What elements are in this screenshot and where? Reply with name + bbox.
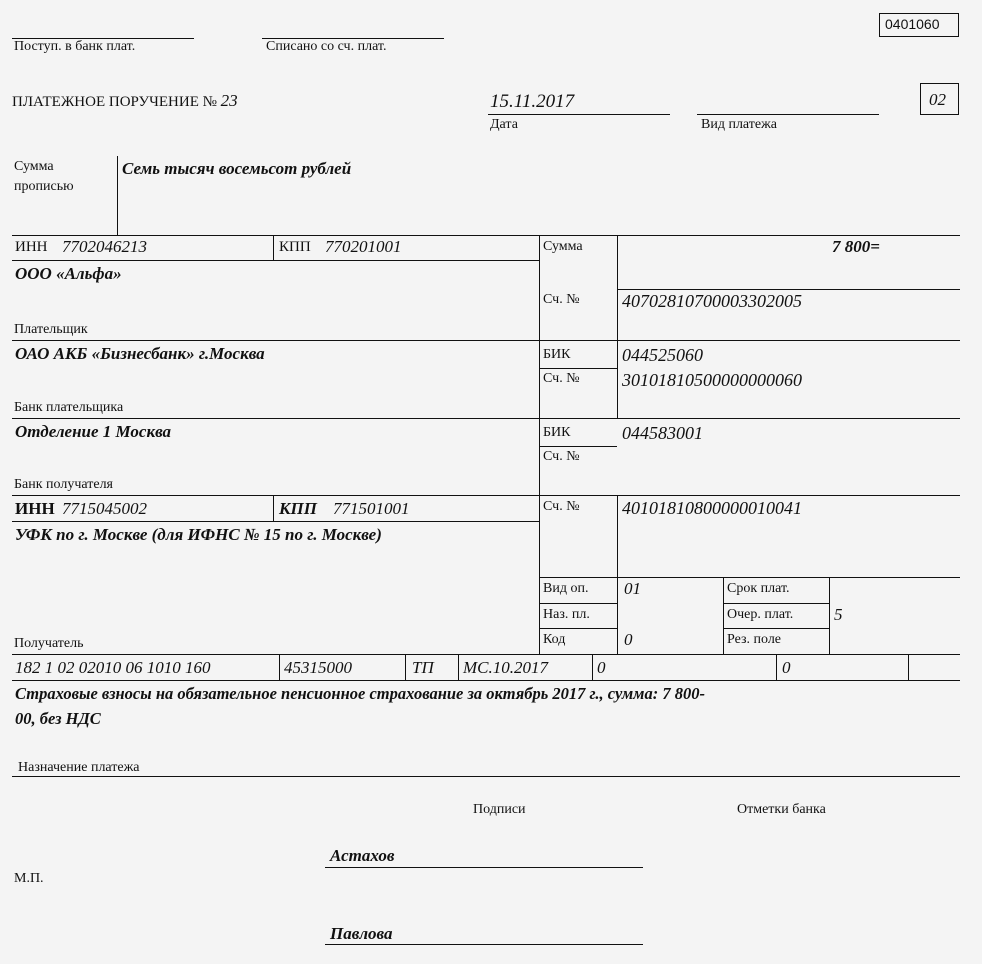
payer-bank-name: ОАО АКБ «Бизнесбанк» г.Москва xyxy=(15,344,265,363)
line-payer-bank-bottom xyxy=(12,418,960,419)
vline-tax-5 xyxy=(776,654,777,680)
naz-pl-label: Наз. пл. xyxy=(543,607,590,622)
vid-op-value: 01 xyxy=(624,579,641,598)
recipient-bank-label: Банк получателя xyxy=(14,477,113,492)
amount-words-label-1: Сумма xyxy=(14,159,54,174)
line-bik1 xyxy=(539,368,617,369)
title-text: ПЛАТЕЖНОЕ ПОРУЧЕНИЕ № xyxy=(12,94,217,110)
recipient-kpp-label: КПП xyxy=(279,499,317,518)
payer-kpp-label: КПП xyxy=(279,239,311,255)
date-line xyxy=(488,114,670,115)
recipient-bank-name: Отделение 1 Москва xyxy=(15,422,172,441)
vline-value-column xyxy=(617,235,618,418)
line-tax-row-top xyxy=(12,654,960,655)
vline-kpp1 xyxy=(273,235,274,260)
vline-tax-6 xyxy=(908,654,909,680)
kod-label: Код xyxy=(543,632,566,647)
spisano-label: Списано со сч. плат. xyxy=(266,39,387,54)
recipient-inn: 7715045002 xyxy=(62,499,147,518)
purpose-line-2: 00, без НДС xyxy=(15,709,101,728)
signer-1: Астахов xyxy=(330,846,395,865)
order-number: 23 xyxy=(220,91,238,110)
payer-account-label: Сч. № xyxy=(543,292,580,307)
recipient-name: УФК по г. Москве (для ИФНС № 15 по г. Москве) xyxy=(15,525,382,544)
payer-account: 40702810700003302005 xyxy=(622,291,802,311)
line-recipient-inn xyxy=(12,521,539,522)
mp-label: М.П. xyxy=(14,871,44,886)
payer-inn: 7702046213 xyxy=(62,237,147,256)
signature-line-2 xyxy=(325,944,643,945)
line-payer-bottom xyxy=(12,340,960,341)
vline-tax-2 xyxy=(405,654,406,680)
ocher-value: 5 xyxy=(834,605,843,624)
amount-words-value: Семь тысяч восемьсот рублей xyxy=(122,159,352,178)
payer-bank-account: 30101810500000000060 xyxy=(622,370,802,390)
payer-label: Плательщик xyxy=(14,322,88,337)
bank-marks-label: Отметки банка xyxy=(737,802,826,817)
vline-srok-left xyxy=(723,577,724,654)
purpose-label: Назначение платежа xyxy=(18,760,140,775)
vline-value-column-2 xyxy=(617,495,618,654)
recipient-bik: 044583001 xyxy=(622,423,703,443)
payer-name: ООО «Альфа» xyxy=(15,264,122,283)
vline-tax-4 xyxy=(592,654,593,680)
vline-srok-right xyxy=(829,577,830,654)
payer-bank-account-label: Сч. № xyxy=(543,371,580,386)
payment-type-label: Вид платежа xyxy=(701,117,778,132)
payer-bank-label: Банк плательщика xyxy=(14,400,124,415)
sum-value: 7 800= xyxy=(832,237,880,256)
line-purpose-bottom xyxy=(12,776,960,777)
purpose-line-1: Страховые взносы на обязательное пенсионное страхование за октябрь 2017 г., сумма: 7 800- xyxy=(15,684,705,703)
form-code: 0401060 xyxy=(885,16,940,32)
signature-line-1 xyxy=(325,867,643,868)
line-top-grid xyxy=(12,235,960,236)
line-tax-row-bottom xyxy=(12,680,960,681)
recipient-label: Получатель xyxy=(14,636,84,651)
postup-line xyxy=(12,38,194,39)
signatures-label: Подписи xyxy=(473,802,526,817)
recipient-account-label: Сч. № xyxy=(543,499,580,514)
payer-bik-label: БИК xyxy=(543,347,571,362)
line-vid-op xyxy=(539,577,960,578)
vline-tax-3 xyxy=(458,654,459,680)
recipient-inn-label: ИНН xyxy=(15,499,55,518)
vline-left-column xyxy=(539,235,540,654)
ocher-label: Очер. плат. xyxy=(727,607,794,622)
oktmo-value: 45315000 xyxy=(284,658,352,677)
vline-tax-1 xyxy=(279,654,280,680)
doc-date-value: 0 xyxy=(782,658,791,677)
payer-kpp: 770201001 xyxy=(325,237,402,256)
line-ocher xyxy=(723,603,829,604)
postup-label: Поступ. в банк плат. xyxy=(14,39,136,54)
line-sum-bottom xyxy=(617,289,960,290)
rez-label: Рез. поле xyxy=(727,632,782,647)
doc-num-value: 0 xyxy=(597,658,606,677)
kbk-value: 182 1 02 02010 06 1010 160 xyxy=(15,658,211,677)
recipient-account: 40101810800000010041 xyxy=(622,498,802,518)
date-label: Дата xyxy=(490,117,518,132)
document-date: 15.11.2017 xyxy=(490,91,575,112)
line-rez xyxy=(723,628,829,629)
recipient-bank-account-label: Сч. № xyxy=(543,449,580,464)
spisano-line xyxy=(262,38,444,39)
amount-words-divider xyxy=(117,156,118,235)
vline-kpp2 xyxy=(273,495,274,521)
payer-bik: 044525060 xyxy=(622,345,703,365)
line-recipient-bank-bottom xyxy=(12,495,960,496)
sum-label: Сумма xyxy=(543,239,583,254)
payment-type-line xyxy=(697,114,879,115)
document-title xyxy=(12,92,238,110)
srok-label: Срок плат. xyxy=(727,581,790,596)
recipient-kpp: 771501001 xyxy=(333,499,410,518)
recipient-bik-label: БИК xyxy=(543,425,571,440)
vid-op-label: Вид оп. xyxy=(543,581,589,596)
line-naz-pl xyxy=(539,603,617,604)
payer-inn-label: ИНН xyxy=(15,239,48,255)
period-value: МС.10.2017 xyxy=(463,658,548,677)
line-kod xyxy=(539,628,617,629)
signer-2: Павлова xyxy=(330,924,393,943)
amount-words-label-2: прописью xyxy=(14,179,74,194)
line-payer-inn xyxy=(12,260,539,261)
code-value: 02 xyxy=(929,90,946,109)
kod-value: 0 xyxy=(624,630,633,649)
line-bik2 xyxy=(539,446,617,447)
basis-value: ТП xyxy=(412,658,434,677)
